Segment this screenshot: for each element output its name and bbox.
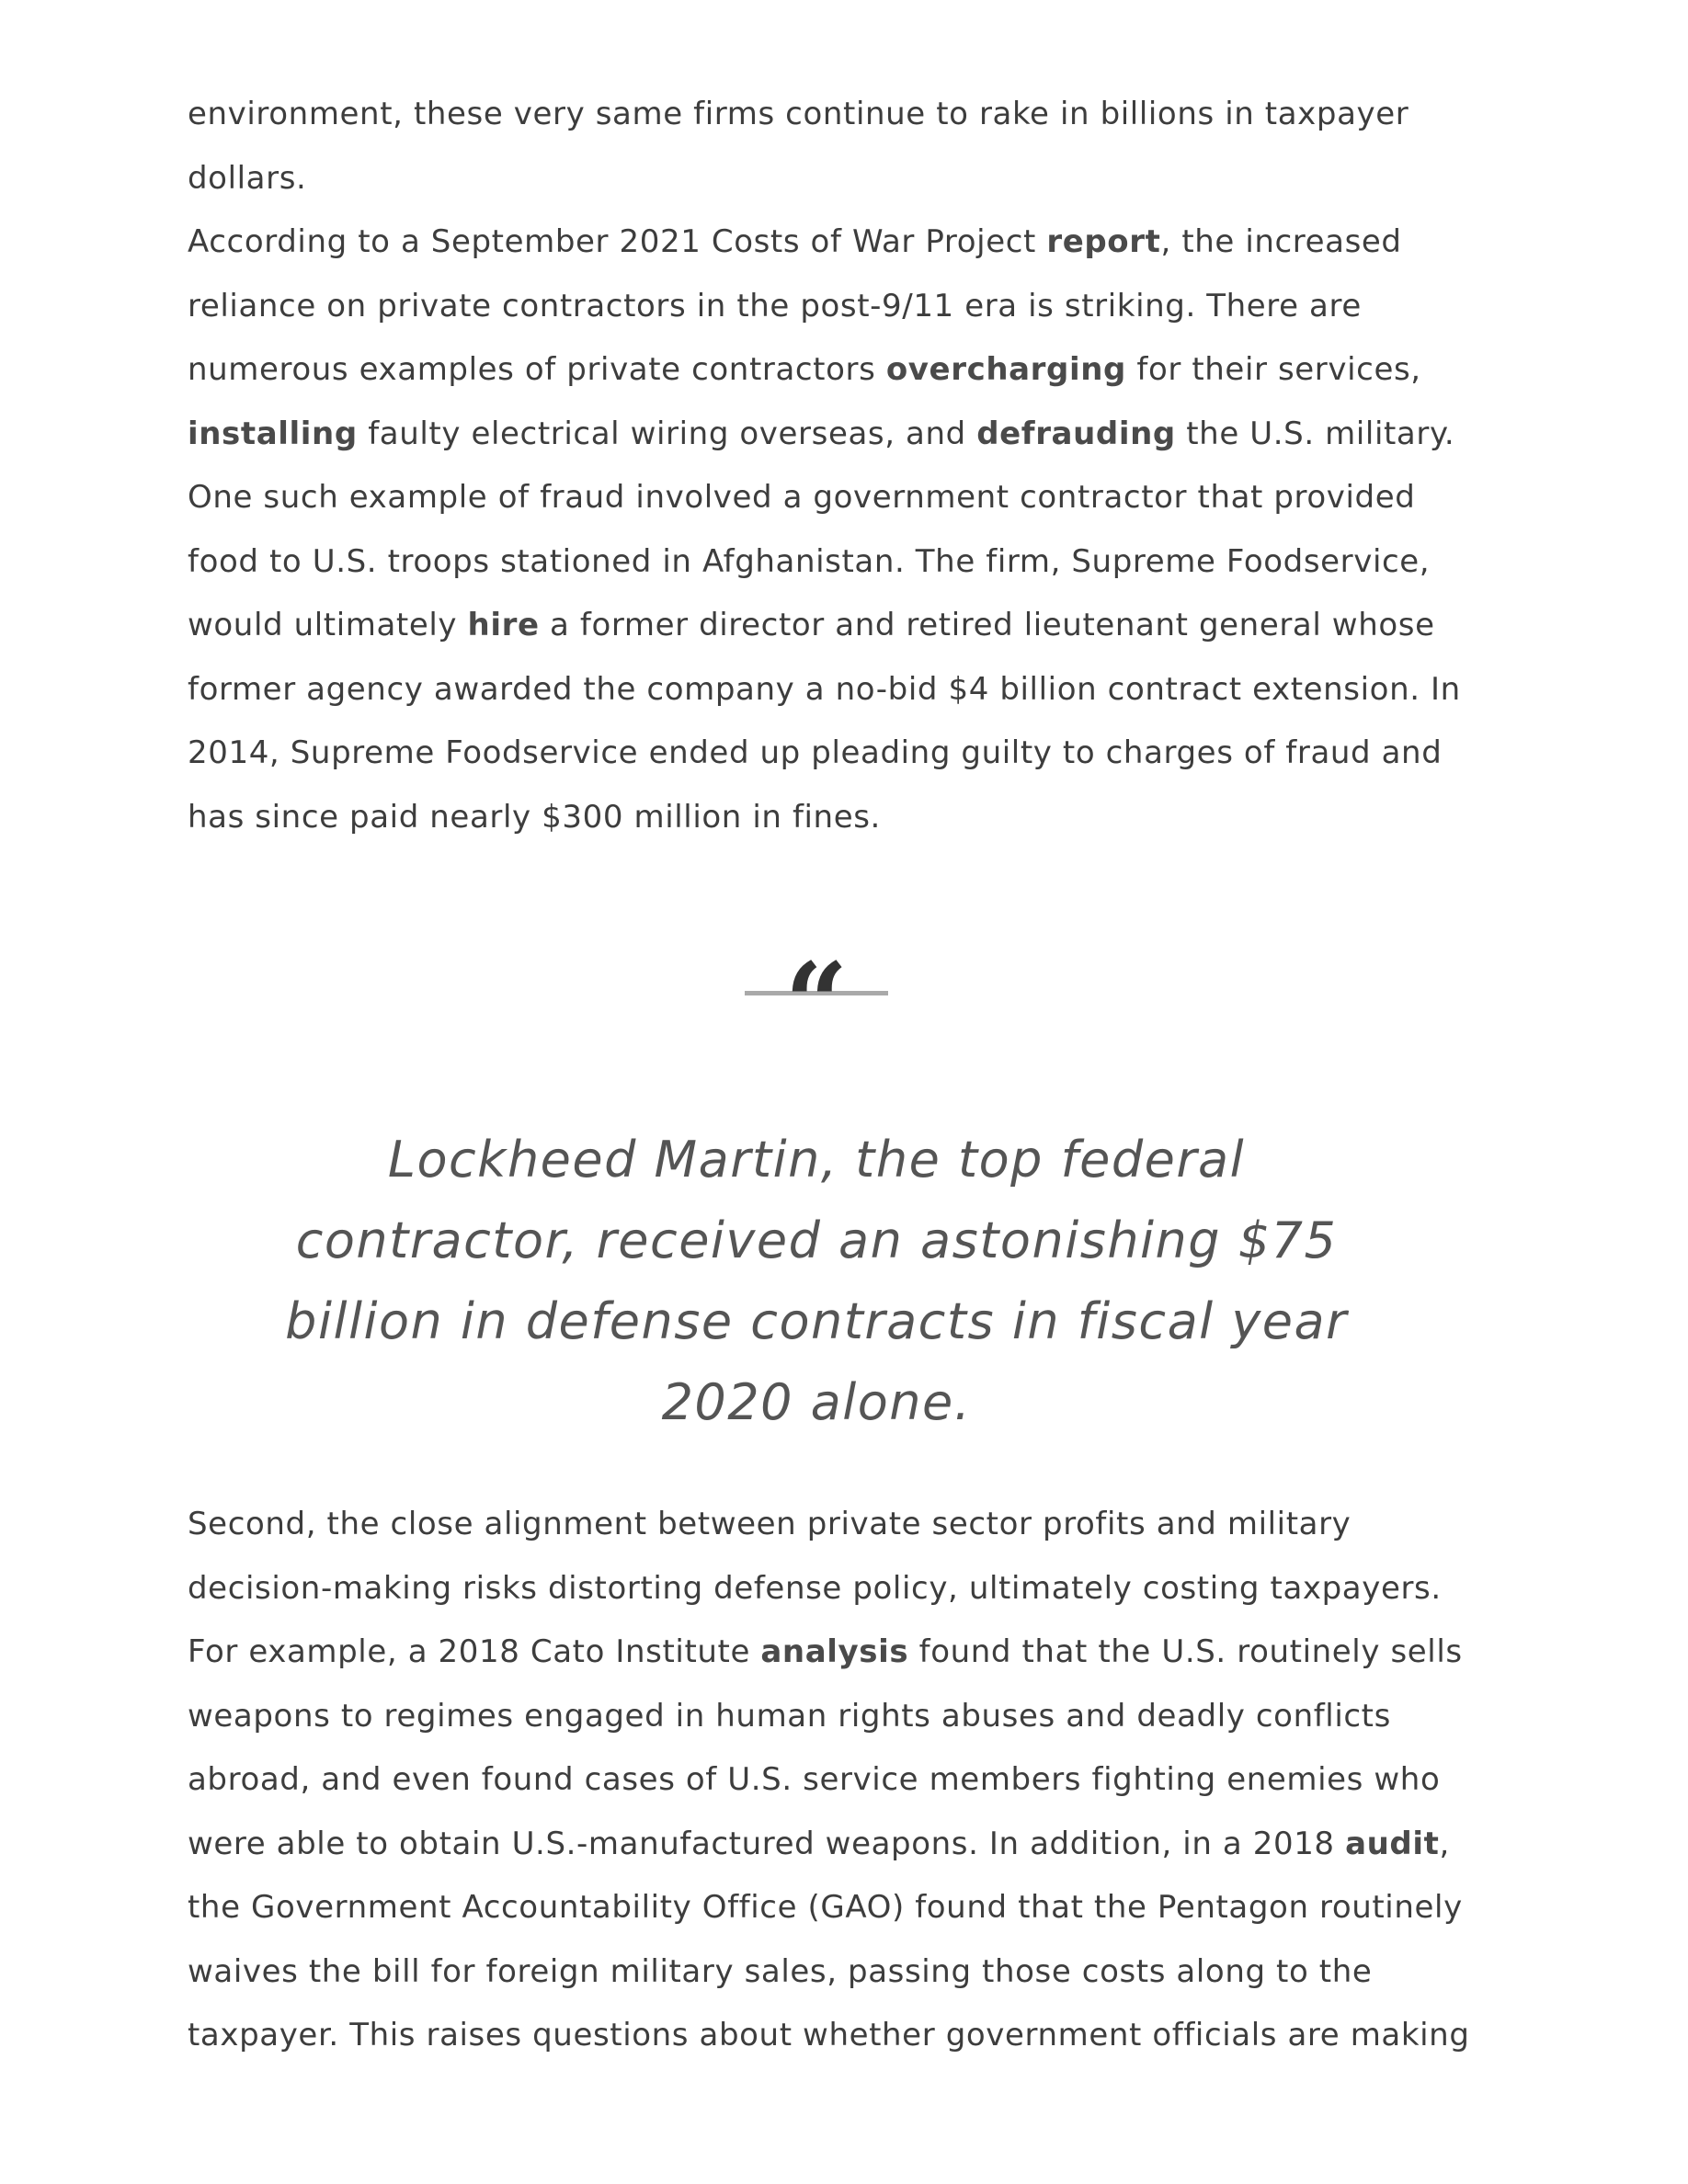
text-segment: , the Government Accountability Office (GAO) found that the Pentagon routinely waives the bill for foreign military sales, passing those costs along to the taxpayer. This raises questions about whether government officials are making xyxy=(188,1825,1470,2053)
paragraph-cato-analysis xyxy=(188,1493,1475,2068)
article-body-top xyxy=(188,83,1475,849)
quote-mark-icon xyxy=(745,938,888,1068)
defrauding-link[interactable]: defrauding xyxy=(976,415,1176,452)
pull-quote-block xyxy=(188,938,1445,1443)
hire-link[interactable]: hire xyxy=(467,607,540,643)
pull-quote-text: Lockheed Martin, the top federal contractor, received an astonishing $75 billion in defense contracts in fiscal year 2020 alone. xyxy=(285,1131,1348,1431)
audit-link[interactable]: audit xyxy=(1345,1825,1440,1862)
text-segment: found that the U.S. routinely sells weapons to regimes engaged in human rights abuses and deadly conflicts abroad, and even found cases of U.S. service members fighting enemies who were able to obtain U.S.-manufactured weapons. In addition, in a 2018 xyxy=(188,1633,1463,1862)
article-body-bottom xyxy=(188,1493,1475,2068)
text-segment: a former director and retired lieutenant general whose former agency awarded the company a no-bid $4 billion contract extension. In 2014, Supreme Foodservice ended up pleading guilty to charges of fraud and has since paid nearly $300 million in fines. xyxy=(188,607,1461,836)
overcharging-link[interactable]: overcharging xyxy=(885,351,1126,388)
report-link[interactable]: report xyxy=(1046,223,1161,260)
text-segment: , the increased reliance on private contractors in the post-9/11 era is striking. There are numerous examples of private contractors xyxy=(188,223,1402,388)
paragraph-taxpayer-dollars: environment, these very same firms continue to rake in billions in taxpayer dollars. xyxy=(188,96,1409,197)
text-segment: the U.S. military. One such example of fraud involved a government contractor that provided food to U.S. troops stationed in Afghanistan. The firm, Supreme Foodservice, would ultimately xyxy=(188,415,1455,643)
text-segment: Second, the close alignment between private sector profits and military decision-making risks distorting defense policy, ultimately costing taxpayers. For example, a 2018 Cato Institute xyxy=(188,1506,1442,1670)
text-segment: faulty electrical wiring overseas, and xyxy=(357,415,977,452)
analysis-link[interactable]: analysis xyxy=(760,1633,909,1670)
installing-link[interactable]: installing xyxy=(188,415,358,452)
text-segment: According to a September 2021 Costs of War Project xyxy=(188,223,1047,260)
text-segment: for their services, xyxy=(1125,351,1421,388)
paragraph-costs-of-war xyxy=(188,210,1475,849)
quote-glyph: “ xyxy=(784,938,849,1068)
